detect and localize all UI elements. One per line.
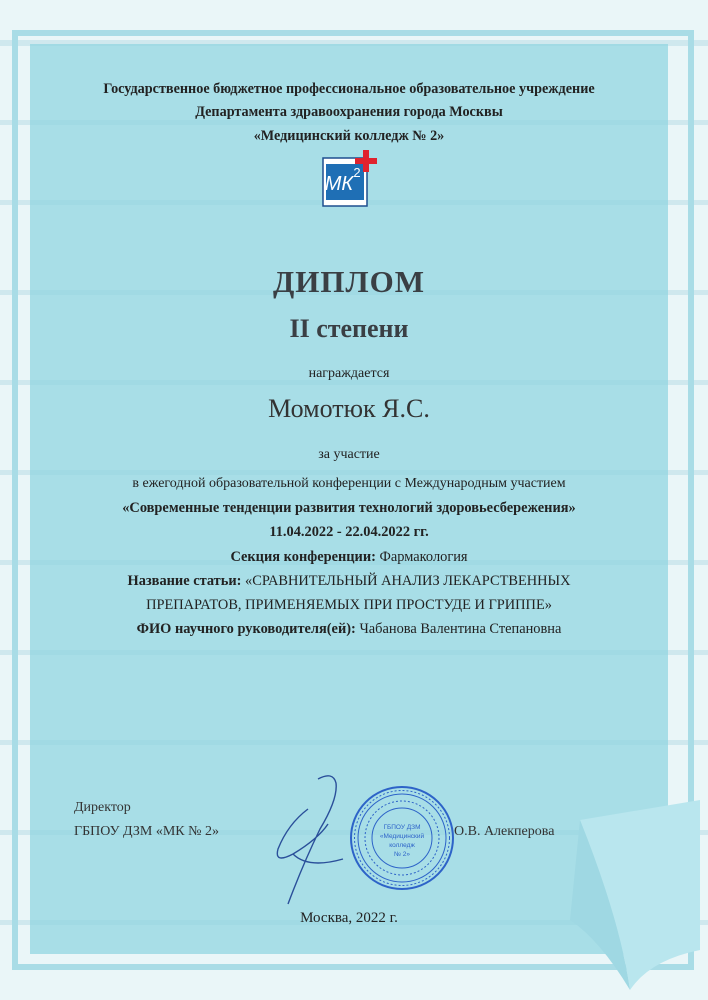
- svg-text:2: 2: [353, 165, 361, 180]
- stamp-line-1: ГБПОУ ДЗМ: [383, 824, 421, 831]
- svg-text:МК: МК: [324, 173, 354, 195]
- place-year: Москва, 2022 г.: [300, 910, 398, 926]
- conference-name: «Современные тенденции развития технологий здоровьесбережения»: [122, 500, 576, 516]
- director-name: О.В. Алекперова: [454, 824, 555, 839]
- section-value: Фармакология: [379, 549, 468, 565]
- diploma-title: ДИПЛОМ: [272, 264, 426, 299]
- stamp-line-2: «Медицинский: [379, 833, 425, 840]
- stamp-line-4: № 2»: [393, 851, 411, 858]
- conference-dates: 11.04.2022 - 22.04.2022 гг.: [269, 524, 429, 540]
- college-logo: [319, 150, 383, 214]
- awarded-text: награждается: [308, 366, 390, 381]
- participation-text: за участие: [318, 447, 380, 462]
- supervisor-value: Чабанова Валентина Степановна: [359, 621, 562, 637]
- official-stamp: [348, 784, 456, 892]
- director-role: Директор: [74, 800, 131, 815]
- diploma-degree: II степени: [289, 314, 409, 343]
- article-label: Название статьи:: [127, 573, 242, 589]
- supervisor-label: ФИО научного руководителя(ей):: [136, 621, 356, 637]
- supervisor-line: [30, 621, 668, 638]
- header-line-2: Департамента здравоохранения города Москвы: [195, 104, 503, 120]
- certificate-content: [30, 44, 668, 954]
- section-line: [30, 549, 668, 566]
- article-line-2: ПРЕПАРАТОВ, ПРИМЕНЯЕМЫХ ПРИ ПРОСТУДЕ И ГРИППЕ»: [146, 597, 552, 613]
- header-line-3: «Медицинский колледж № 2»: [253, 128, 445, 144]
- stamp-line-3: колледж: [389, 842, 415, 849]
- article-value-1: «СРАВНИТЕЛЬНЫЙ АНАЛИЗ ЛЕКАРСТВЕННЫХ: [245, 573, 571, 589]
- conference-line: в ежегодной образовательной конференции с Международным участием: [132, 476, 566, 491]
- recipient-name: Момотюк Я.С.: [268, 394, 430, 423]
- header-line-1: Государственное бюджетное профессиональное образовательное учреждение: [103, 81, 595, 97]
- section-label: Секция конференции:: [230, 549, 376, 565]
- article-line-1: [30, 573, 668, 590]
- director-org: ГБПОУ ДЗМ «МК № 2»: [74, 824, 219, 839]
